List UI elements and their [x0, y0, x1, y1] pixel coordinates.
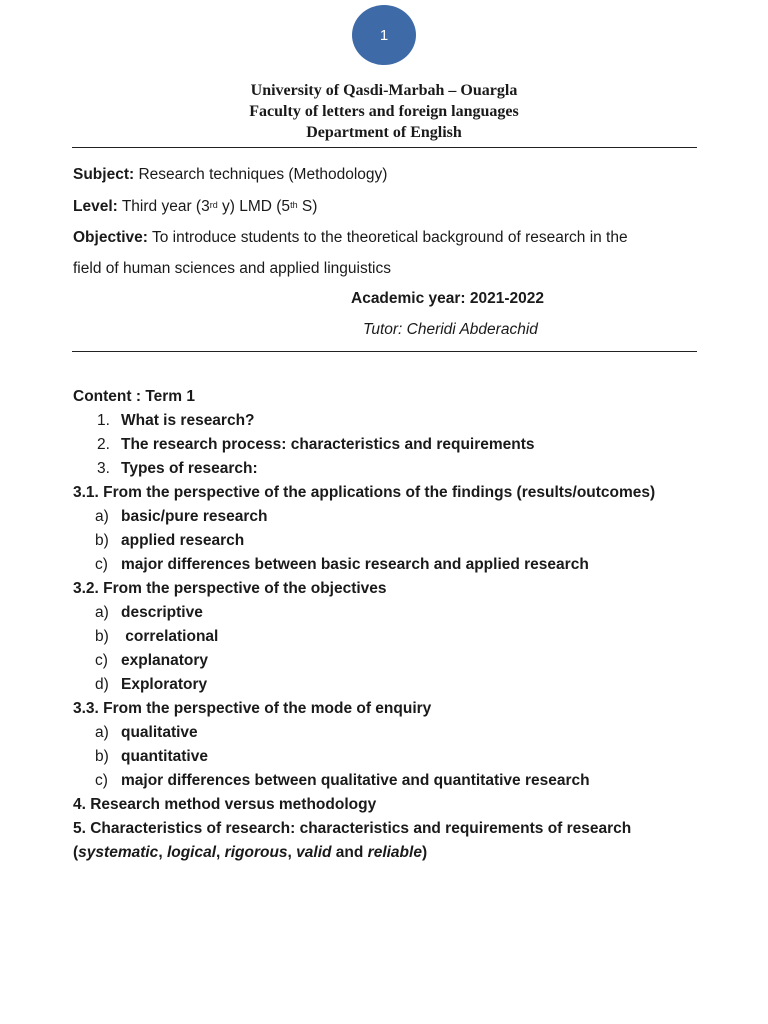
level-value-part: S) [297, 198, 318, 215]
page-number-badge: 1 [352, 5, 416, 65]
list-text: correlational [121, 628, 219, 645]
list-item [73, 529, 655, 553]
list-letter: a) [95, 724, 109, 741]
separator: , [158, 844, 167, 861]
list-text: explanatory [121, 652, 209, 669]
characteristic-term: valid [296, 844, 332, 861]
course-content [73, 385, 655, 865]
list-text: descriptive [121, 604, 203, 621]
section-heading: 3.1. From the perspective of the applications of the findings (results/outcomes) [73, 484, 656, 501]
list-item [73, 721, 655, 745]
list-item [73, 673, 655, 697]
separator: , [216, 844, 225, 861]
list-item [73, 457, 655, 481]
list-item [73, 505, 655, 529]
level-line [73, 197, 317, 217]
list-text: major differences between basic research and applied research [121, 556, 589, 573]
list-letter: b) [95, 532, 109, 549]
list-text: qualitative [121, 724, 198, 741]
university-name: University of Qasdi-Marbah – Ouargla [250, 82, 518, 99]
conjunction: and [331, 844, 368, 861]
list-number: 1. [97, 412, 110, 429]
list-letter: c) [95, 772, 108, 789]
list-item [73, 601, 655, 625]
department-name: Department of English [306, 124, 462, 141]
top-divider [72, 147, 697, 148]
subject-value: Research techniques (Methodology) [134, 166, 388, 183]
list-item [73, 433, 655, 457]
list-letter: a) [95, 604, 109, 621]
list-item [73, 625, 655, 649]
tutor-name: Tutor: Cheridi Abderachid [363, 321, 538, 338]
list-letter: a) [95, 508, 109, 525]
characteristic-term: reliable [367, 844, 422, 861]
section-heading: 4. Research method versus methodology [73, 796, 377, 813]
list-item [73, 553, 655, 577]
list-item [73, 409, 655, 433]
list-item [73, 769, 655, 793]
bottom-divider [72, 351, 697, 352]
section-heading: 3.3. From the perspective of the mode of enquiry [73, 700, 432, 717]
list-item [73, 745, 655, 769]
list-text: major differences between qualitative and quantitative research [121, 772, 590, 789]
characteristics-list [73, 841, 655, 865]
characteristic-term: logical [166, 844, 217, 861]
list-text: Types of research: [121, 460, 258, 477]
paren: ( [73, 844, 79, 861]
list-letter: b) [95, 748, 109, 765]
subject-line [73, 165, 387, 185]
objective-label: Objective: [73, 229, 148, 246]
level-value-part: y) LMD (5 [217, 198, 291, 215]
list-text: basic/pure research [121, 508, 268, 525]
list-letter: c) [95, 556, 108, 573]
level-label: Level: [73, 198, 118, 215]
list-letter: d) [95, 676, 109, 693]
paren: ) [421, 844, 428, 861]
list-text: applied research [121, 532, 245, 549]
list-item [73, 649, 655, 673]
document-header [0, 80, 768, 143]
subject-label: Subject: [73, 166, 135, 183]
list-text: quantitative [121, 748, 208, 765]
list-text: Exploratory [121, 676, 208, 693]
faculty-name: Faculty of letters and foreign languages [249, 103, 519, 120]
academic-year: Academic year: 2021-2022 [351, 290, 545, 307]
list-letter: c) [95, 652, 108, 669]
objective-value: To introduce students to the theoretical background of research in the [147, 229, 628, 246]
list-number: 3. [97, 460, 110, 477]
level-superscript: th [290, 200, 298, 210]
level-superscript: rd [209, 200, 218, 210]
list-text: What is research? [121, 412, 255, 429]
content-title: Content : Term 1 [73, 388, 195, 405]
characteristic-term: systematic [78, 844, 159, 861]
objective-continuation: field of human sciences and applied linguistics [73, 260, 391, 277]
list-text: The research process: characteristics and requirements [121, 436, 535, 453]
separator: , [287, 844, 297, 861]
section-heading: 3.2. From the perspective of the objectives [73, 580, 387, 597]
list-letter: b) [95, 628, 109, 645]
characteristic-term: rigorous [224, 844, 288, 861]
objective-line [73, 228, 628, 248]
section-heading: 5. Characteristics of research: characteristics and requirements of research [73, 820, 632, 837]
level-value-part: Third year (3 [117, 198, 210, 215]
list-number: 2. [97, 436, 110, 453]
